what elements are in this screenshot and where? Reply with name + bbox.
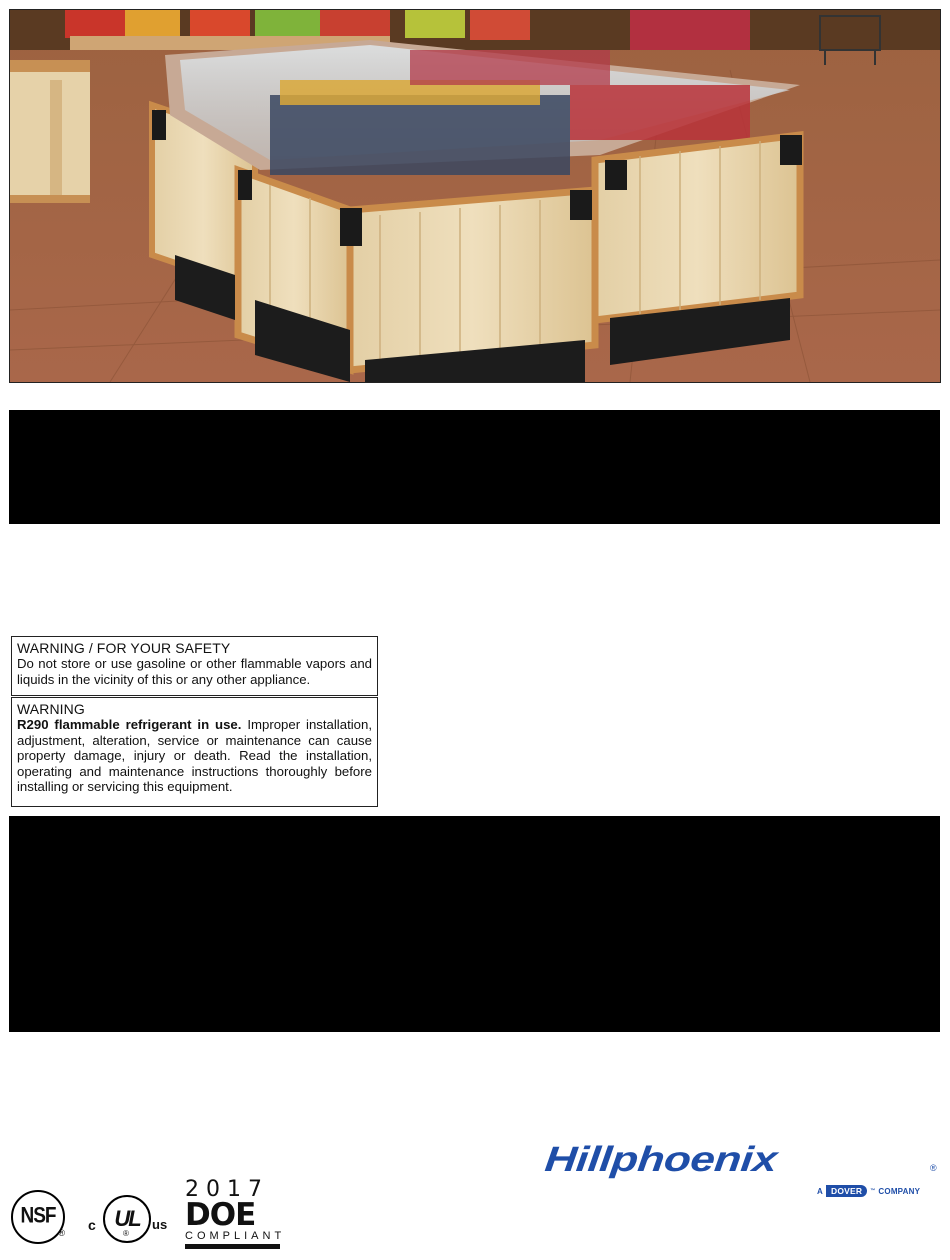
ul-certification-logo (88, 1195, 174, 1245)
dover-name: DOVER (830, 1186, 863, 1196)
refrigerant-warning-title: WARNING (17, 701, 85, 717)
refrigerant-warning-box (11, 697, 378, 807)
header-band (9, 410, 940, 524)
display-case-illustration (10, 10, 940, 382)
ul-label: UL (114, 1206, 140, 1231)
refrigerant-warning-text (17, 717, 372, 795)
brand-name: Hillphoenix (542, 1140, 779, 1180)
dover-badge (826, 1185, 867, 1197)
nsf-label: NSF (20, 1204, 56, 1229)
refrigerant-warning-bold: R290 flammable refrigerant in use. (17, 717, 242, 732)
ul-us-mark: us (152, 1217, 168, 1232)
nsf-certification-logo (11, 1190, 65, 1244)
safety-warning-box (11, 636, 378, 696)
doe-underline (185, 1244, 280, 1249)
brand-registered-mark: ® (930, 1163, 937, 1173)
doe-year: 2017 (185, 1177, 269, 1202)
nsf-registered-mark: ® (58, 1228, 65, 1238)
refrigerant-warning-body: Improper installation, adjustment, alteration, service or maintenance can cause property damage, injury or death. Read the installation, operating and maintenance instructions thoroughly before installing or servicing this equipment. (17, 717, 372, 795)
doe-label: DOE (185, 1197, 256, 1233)
dover-trademark: ™ (870, 1188, 876, 1194)
dover-tagline (817, 1185, 920, 1197)
ul-c-mark: c (88, 1217, 96, 1233)
tagline-suffix: COMPANY (878, 1186, 921, 1196)
safety-warning-text: Do not store or use gasoline or other flammable vapors and liquids in the vicinity of this or any other appliance. (17, 656, 372, 687)
ul-registered-mark: ® (123, 1229, 129, 1238)
tagline-prefix: A (817, 1186, 823, 1196)
safety-warning-title: WARNING / FOR YOUR SAFETY (17, 640, 231, 656)
doe-compliant-logo (185, 1177, 286, 1249)
doe-compliant-label: COMPLIANT (185, 1230, 286, 1242)
hillphoenix-logo (542, 1140, 943, 1203)
product-photo (9, 9, 941, 383)
content-band (9, 816, 940, 1032)
